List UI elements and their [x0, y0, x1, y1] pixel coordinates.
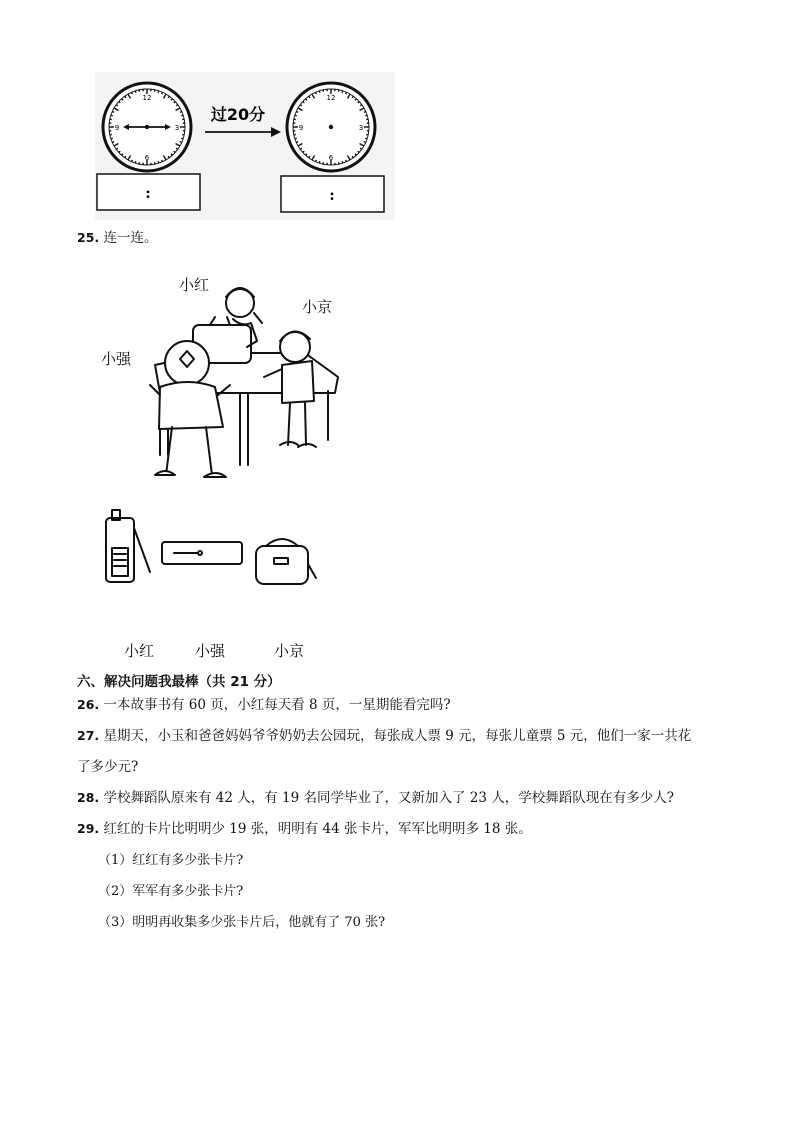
- clock-tick: [342, 161, 343, 163]
- clock-tick: [355, 99, 356, 100]
- clock-tick: [346, 160, 347, 162]
- question-number: 28.: [77, 790, 100, 805]
- label-xiaoqiang: 小强: [101, 350, 132, 368]
- clock-tick: [316, 92, 317, 94]
- clock-tick: [355, 154, 356, 155]
- question-number: 25.: [77, 230, 100, 245]
- clock-tick: [135, 91, 136, 93]
- clock-tick: [171, 154, 172, 155]
- clock-tick: [360, 148, 362, 149]
- svg-text:12: 12: [326, 94, 336, 102]
- question-text: 连一连。: [103, 230, 158, 246]
- clock-tick: [168, 156, 169, 158]
- bag-icon: [256, 539, 316, 584]
- clock-figure-graphic: [95, 72, 395, 220]
- clock-tick: [171, 99, 172, 100]
- clock-arrow-label: 过20分: [210, 105, 266, 124]
- clock-tick: [111, 115, 113, 116]
- answer-box-left: :: [145, 184, 151, 202]
- question-27: [77, 726, 691, 746]
- clock-figure: [95, 72, 395, 220]
- clock-tick: [365, 115, 367, 116]
- clock-tick: [306, 99, 307, 100]
- clock-tick: [162, 92, 163, 94]
- clock-tick: [168, 96, 169, 98]
- question-28: [77, 788, 674, 808]
- question-text: 一本故事书有 60 页，小红每天看 8 页，一星期能看完吗?: [103, 697, 451, 713]
- question-text: 红红的卡片比明明少 19 张，明明有 44 张卡片，军军比明明多 18 张。: [103, 821, 532, 837]
- clock-tick: [174, 102, 175, 103]
- label-xiaojing: 小京: [302, 298, 333, 316]
- question-text-line1: 星期天，小玉和爸爸妈妈爷爷奶奶去公园玩，每张成人票 9 元，每张儿童票 5 元，他们一家一共花: [103, 728, 692, 744]
- clock-tick: [119, 151, 120, 152]
- clock-tick: [352, 96, 353, 98]
- question-number: 27.: [77, 728, 100, 743]
- svg-text:3: 3: [174, 124, 180, 132]
- clock-tick: [319, 161, 320, 163]
- clock-tick: [111, 138, 113, 139]
- match-name-2: 小强: [195, 642, 226, 660]
- clock-tick: [181, 138, 183, 139]
- question-27-line2: 了多少元?: [77, 759, 139, 775]
- clock-tick: [158, 161, 159, 163]
- clock-tick: [122, 99, 123, 100]
- clock-right-icon: [287, 83, 375, 171]
- match-name-1: 小红: [124, 642, 155, 660]
- clock-left-icon: [103, 83, 191, 171]
- clock-tick: [346, 92, 347, 94]
- question-26: [77, 695, 451, 715]
- clock-tick: [360, 105, 362, 106]
- clock-tick: [112, 142, 114, 143]
- clock-tick: [116, 148, 118, 149]
- question-25: [77, 228, 157, 248]
- label-xiaohong: 小红: [179, 276, 210, 294]
- clock-tick: [358, 102, 359, 103]
- clock-tick: [176, 148, 178, 149]
- svg-text:3: 3: [358, 124, 364, 132]
- svg-text:9: 9: [298, 124, 304, 132]
- clock-tick: [180, 112, 182, 113]
- pencil-case-icon: [162, 542, 242, 564]
- clock-tick: [176, 105, 178, 106]
- question-29-sub2: （2）军军有多少张卡片?: [98, 884, 244, 899]
- match-name-3: 小京: [274, 642, 305, 660]
- clock-tick: [358, 151, 359, 152]
- question-29-sub1: （1）红红有多少张卡片?: [98, 853, 244, 868]
- clock-tick: [174, 151, 175, 152]
- clock-tick: [365, 138, 367, 139]
- svg-text:12: 12: [142, 94, 152, 102]
- phone-icon: [106, 510, 150, 582]
- clock-tick: [116, 105, 118, 106]
- clock-tick: [319, 91, 320, 93]
- question-29-sub3: （3）明明再收集多少张卡片后，他就有了 70 张?: [98, 915, 386, 930]
- question-number: 26.: [77, 697, 100, 712]
- clock-tick: [303, 102, 304, 103]
- clock-tick: [112, 112, 114, 113]
- clock-tick: [309, 156, 310, 158]
- question-text: 学校舞蹈队原来有 42 人，有 19 名同学毕业了，又新加入了 23 人，学校舞蹈队现在有多少人?: [103, 790, 674, 806]
- svg-text:6: 6: [144, 154, 150, 162]
- clock-tick: [162, 160, 163, 162]
- clock-tick: [295, 115, 297, 116]
- svg-text:6: 6: [328, 154, 334, 162]
- clock-tick: [125, 96, 126, 98]
- clock-tick: [296, 112, 298, 113]
- clock-tick: [306, 154, 307, 155]
- clock-tick: [119, 102, 120, 103]
- clock-tick: [125, 156, 126, 158]
- clock-tick: [342, 91, 343, 93]
- answer-box-right: :: [329, 186, 335, 204]
- question-number: 29.: [77, 821, 100, 836]
- question-29: [77, 819, 532, 839]
- clock-tick: [122, 154, 123, 155]
- clock-tick: [135, 161, 136, 163]
- clock-tick: [132, 92, 133, 94]
- clock-tick: [295, 138, 297, 139]
- section-6-title: 六、解决问题我最棒（共 21 分）: [77, 674, 281, 690]
- clock-tick: [309, 96, 310, 98]
- objects-row: [100, 508, 330, 593]
- clock-tick: [181, 115, 183, 116]
- clock-tick: [180, 142, 182, 143]
- svg-text:9: 9: [114, 124, 120, 132]
- clock-tick: [132, 160, 133, 162]
- clock-tick: [364, 142, 366, 143]
- clock-tick: [300, 148, 302, 149]
- clock-tick: [316, 160, 317, 162]
- clock-tick: [352, 156, 353, 158]
- clock-tick: [364, 112, 366, 113]
- clock-tick: [303, 151, 304, 152]
- clock-tick: [296, 142, 298, 143]
- clock-tick: [158, 91, 159, 93]
- clock-tick: [300, 105, 302, 106]
